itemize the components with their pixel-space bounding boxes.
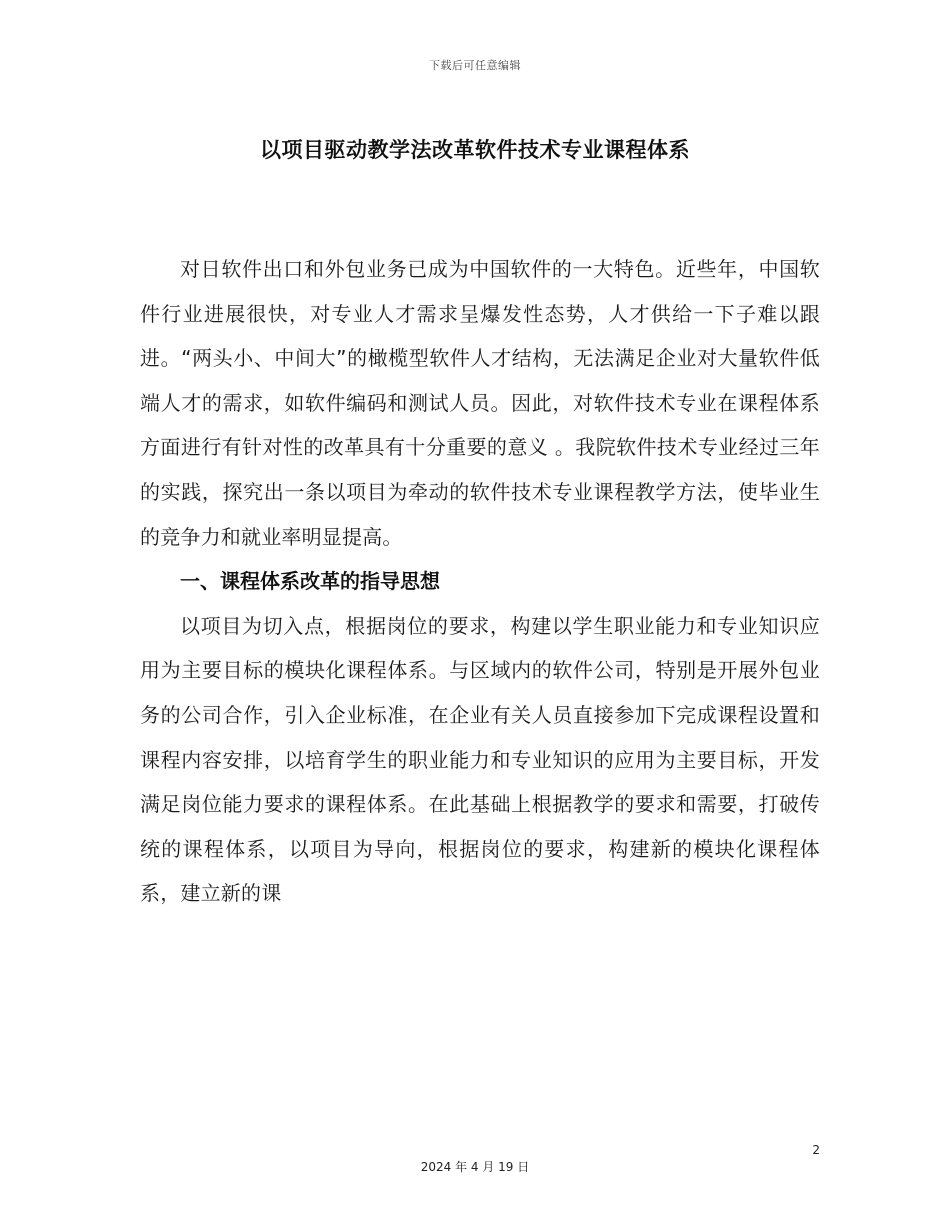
section-heading: 一、课程体系改革的指导思想 bbox=[180, 569, 440, 594]
page-header-note: 下载后可任意编辑 bbox=[429, 59, 521, 72]
document-title: 以项目驱动教学法改革软件技术专业课程体系 bbox=[260, 138, 690, 162]
page-number: 2 bbox=[812, 1143, 820, 1157]
document-body bbox=[140, 247, 820, 916]
intro-paragraph: 对日软件出口和外包业务已成为中国软件的一大特色。近些年，中国软件行业进展很快，对专业人才需求呈爆发性态势，人才供给一下子难以跟进。“两头小、中间大”的橄榄型软件人才结构，无法满足企业对大量软件低端人才的需求，如软件编码和测试人员。因此，对软件技术专业在课程体系方面进行有针对性的改革具有十分重要的意义 。我院软件技术专业经过三年的实践，探究出一条以项目为牵动的软件技术专业课程教学方法，使毕业生的竞争力和就业率明显提高。 bbox=[140, 257, 820, 549]
section-paragraph: 以项目为切入点，根据岗位的要求，构建以学生职业能力和专业知识应用为主要目标的模块化课程体系。与区域内的软件公司，特别是开展外包业务的公司合作，引入企业标准，在企业有关人员直接参加下完成课程设置和课程内容安排，以培育学生的职业能力和专业知识的应用为主要目标，开发满足岗位能力要求的课程体系。在此基础上根据教学的要求和需要，打破传统的课程体系，以项目为导向，根据岗位的要求，构建新的模块化课程体系，建立新的课 bbox=[140, 613, 820, 906]
footer-date: 2024 年 4 月 19 日 bbox=[420, 1160, 530, 1174]
